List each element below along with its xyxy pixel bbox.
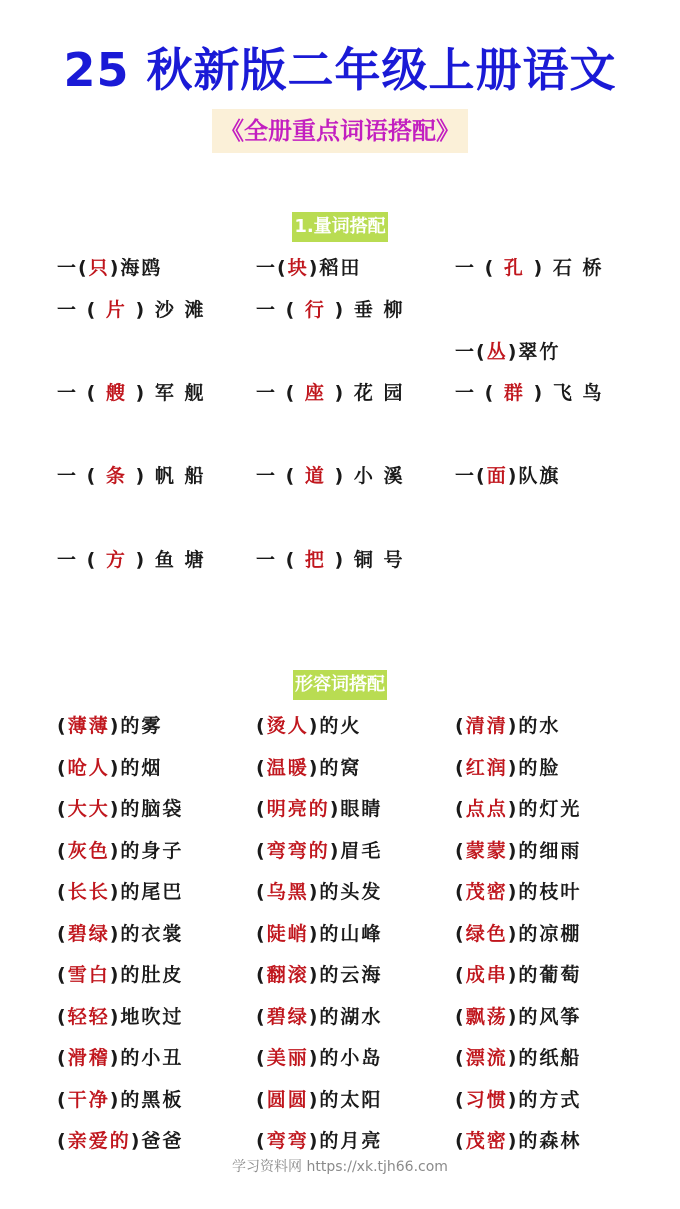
measure-word-item bbox=[256, 378, 404, 408]
bracket-open: ( bbox=[256, 798, 267, 820]
measure-word-item bbox=[455, 461, 560, 491]
bracket-open: ( bbox=[455, 757, 466, 779]
bracket-open: 一 ( bbox=[256, 549, 305, 571]
filled-word: 把 bbox=[304, 549, 326, 571]
measure-word-row bbox=[0, 337, 680, 367]
filled-word: 茂密 bbox=[465, 1130, 508, 1152]
phrase-rest: )的太阳 bbox=[308, 1089, 383, 1111]
bracket-open: ( bbox=[256, 757, 267, 779]
measure-word-item bbox=[57, 253, 162, 283]
bracket-open: ( bbox=[455, 1047, 466, 1069]
adjective-item bbox=[455, 794, 581, 824]
phrase-rest: )的雾 bbox=[109, 715, 163, 737]
measure-word-row bbox=[0, 545, 680, 575]
filled-word: 长长 bbox=[67, 881, 110, 903]
filled-word: 清清 bbox=[465, 715, 508, 737]
bracket-open: ( bbox=[57, 1089, 68, 1111]
filled-word: 亲爱的 bbox=[67, 1130, 131, 1152]
phrase-rest: ) 铜 号 bbox=[325, 549, 405, 571]
adjective-item bbox=[455, 919, 581, 949]
bracket-open: ( bbox=[455, 798, 466, 820]
phrase-rest: )稻田 bbox=[308, 257, 362, 279]
filled-word: 弯弯的 bbox=[266, 840, 330, 862]
filled-word: 座 bbox=[304, 382, 326, 404]
adjective-item bbox=[57, 919, 183, 949]
filled-word: 温暖 bbox=[266, 757, 309, 779]
filled-word: 乌黑 bbox=[266, 881, 309, 903]
bracket-open: ( bbox=[57, 881, 68, 903]
filled-word: 成串 bbox=[465, 964, 508, 986]
phrase-rest: ) 花 园 bbox=[325, 382, 405, 404]
bracket-open: ( bbox=[57, 757, 68, 779]
adjective-item bbox=[256, 877, 382, 907]
filled-word: 飘荡 bbox=[465, 1006, 508, 1028]
bracket-open: ( bbox=[256, 1130, 267, 1152]
adjective-item bbox=[455, 1126, 581, 1156]
phrase-rest: ) 军 舰 bbox=[126, 382, 206, 404]
phrase-rest: )的纸船 bbox=[507, 1047, 582, 1069]
bracket-open: ( bbox=[256, 1006, 267, 1028]
bracket-open: 一( bbox=[455, 341, 487, 363]
measure-word-item bbox=[57, 295, 205, 325]
bracket-open: 一 ( bbox=[455, 382, 504, 404]
filled-word: 红润 bbox=[465, 757, 508, 779]
filled-word: 碧绿 bbox=[266, 1006, 309, 1028]
phrase-rest: )地吹过 bbox=[109, 1006, 184, 1028]
adjective-row bbox=[0, 1085, 680, 1115]
adjective-row bbox=[0, 1126, 680, 1156]
phrase-rest: )的脸 bbox=[507, 757, 561, 779]
bracket-open: ( bbox=[57, 798, 68, 820]
phrase-rest: )的细雨 bbox=[507, 840, 582, 862]
measure-word-item bbox=[256, 545, 404, 575]
filled-word: 美丽 bbox=[266, 1047, 309, 1069]
bracket-open: ( bbox=[57, 840, 68, 862]
bracket-open: ( bbox=[256, 715, 267, 737]
adjective-row bbox=[0, 877, 680, 907]
adjective-item bbox=[256, 836, 382, 866]
phrase-rest: )的窝 bbox=[308, 757, 362, 779]
filled-word: 碧绿 bbox=[67, 923, 110, 945]
measure-word-item bbox=[455, 378, 603, 408]
adjective-item bbox=[57, 877, 183, 907]
adjective-item bbox=[57, 960, 183, 990]
adjective-item bbox=[455, 877, 581, 907]
bracket-open: ( bbox=[256, 1089, 267, 1111]
phrase-rest: )的火 bbox=[308, 715, 362, 737]
adjective-item bbox=[256, 1085, 382, 1115]
phrase-rest: )的湖水 bbox=[308, 1006, 383, 1028]
adjective-row bbox=[0, 1002, 680, 1032]
filled-word: 蒙蒙 bbox=[465, 840, 508, 862]
bracket-open: ( bbox=[455, 1006, 466, 1028]
measure-word-row bbox=[0, 461, 680, 491]
adjective-item bbox=[256, 794, 382, 824]
filled-word: 明亮的 bbox=[266, 798, 330, 820]
phrase-rest: )的小丑 bbox=[109, 1047, 184, 1069]
phrase-rest: )的肚皮 bbox=[109, 964, 184, 986]
measure-word-item bbox=[455, 337, 560, 367]
adjective-item bbox=[57, 836, 183, 866]
section-heading-adjectives: 形容词搭配 bbox=[293, 670, 387, 700]
adjective-item bbox=[57, 753, 162, 783]
bracket-open: 一 ( bbox=[57, 549, 106, 571]
adjective-row bbox=[0, 836, 680, 866]
filled-word: 干净 bbox=[67, 1089, 110, 1111]
phrase-rest: )的烟 bbox=[109, 757, 163, 779]
phrase-rest: )的身子 bbox=[109, 840, 184, 862]
bracket-open: ( bbox=[256, 840, 267, 862]
filled-word: 点点 bbox=[465, 798, 508, 820]
filled-word: 滑稽 bbox=[67, 1047, 110, 1069]
adjective-item bbox=[455, 711, 560, 741]
bracket-open: 一 ( bbox=[57, 382, 106, 404]
filled-word: 群 bbox=[503, 382, 525, 404]
adjective-item bbox=[455, 1085, 581, 1115]
filled-word: 只 bbox=[88, 257, 110, 279]
measure-word-row bbox=[0, 378, 680, 408]
bracket-open: ( bbox=[57, 923, 68, 945]
phrase-rest: )眉毛 bbox=[329, 840, 383, 862]
bracket-open: ( bbox=[256, 923, 267, 945]
phrase-rest: ) 飞 鸟 bbox=[524, 382, 604, 404]
filled-word: 雪白 bbox=[67, 964, 110, 986]
filled-word: 条 bbox=[105, 465, 127, 487]
measure-word-row bbox=[0, 253, 680, 283]
filled-word: 片 bbox=[105, 299, 127, 321]
bracket-open: 一( bbox=[57, 257, 89, 279]
adjective-item bbox=[256, 711, 361, 741]
phrase-rest: )的衣裳 bbox=[109, 923, 184, 945]
bracket-open: ( bbox=[57, 1006, 68, 1028]
measure-word-item bbox=[455, 253, 603, 283]
adjective-item bbox=[256, 1126, 382, 1156]
phrase-rest: )眼睛 bbox=[329, 798, 383, 820]
adjective-row bbox=[0, 753, 680, 783]
page-title: 25 秋新版二年级上册语文 bbox=[63, 43, 617, 97]
section-heading-measure-words: 1.量词搭配 bbox=[292, 212, 387, 242]
phrase-rest: )的水 bbox=[507, 715, 561, 737]
adjective-row bbox=[0, 711, 680, 741]
phrase-rest: )的山峰 bbox=[308, 923, 383, 945]
bracket-open: ( bbox=[57, 1047, 68, 1069]
bracket-open: 一 ( bbox=[256, 299, 305, 321]
bracket-open: ( bbox=[455, 964, 466, 986]
phrase-rest: )的月亮 bbox=[308, 1130, 383, 1152]
filled-word: 方 bbox=[105, 549, 127, 571]
phrase-rest: )队旗 bbox=[507, 465, 561, 487]
filled-word: 呛人 bbox=[67, 757, 110, 779]
phrase-rest: )的尾巴 bbox=[109, 881, 184, 903]
measure-word-item bbox=[57, 545, 205, 575]
adjective-row bbox=[0, 794, 680, 824]
bracket-open: 一 ( bbox=[256, 465, 305, 487]
bracket-open: ( bbox=[57, 1130, 68, 1152]
phrase-rest: )的头发 bbox=[308, 881, 383, 903]
adjective-item bbox=[57, 1126, 183, 1156]
measure-word-row bbox=[0, 295, 680, 325]
adjective-item bbox=[256, 919, 382, 949]
adjective-item bbox=[256, 1002, 382, 1032]
filled-word: 弯弯 bbox=[266, 1130, 309, 1152]
adjective-item bbox=[455, 753, 560, 783]
phrase-rest: ) 垂 柳 bbox=[325, 299, 405, 321]
bracket-open: 一 ( bbox=[455, 257, 504, 279]
filled-word: 道 bbox=[304, 465, 326, 487]
filled-word: 绿色 bbox=[465, 923, 508, 945]
phrase-rest: )的云海 bbox=[308, 964, 383, 986]
filled-word: 丛 bbox=[486, 341, 508, 363]
measure-word-item bbox=[256, 295, 404, 325]
phrase-rest: ) 鱼 塘 bbox=[126, 549, 206, 571]
phrase-rest: )翠竹 bbox=[507, 341, 561, 363]
bracket-open: ( bbox=[57, 715, 68, 737]
adjective-item bbox=[57, 1002, 183, 1032]
filled-word: 陡峭 bbox=[266, 923, 309, 945]
phrase-rest: ) 石 桥 bbox=[524, 257, 604, 279]
phrase-rest: )的凉棚 bbox=[507, 923, 582, 945]
bracket-open: ( bbox=[455, 881, 466, 903]
filled-word: 面 bbox=[486, 465, 508, 487]
phrase-rest: ) 帆 船 bbox=[126, 465, 206, 487]
adjective-item bbox=[57, 1043, 183, 1073]
adjective-item bbox=[455, 1002, 581, 1032]
bracket-open: 一 ( bbox=[256, 382, 305, 404]
bracket-open: ( bbox=[256, 881, 267, 903]
bracket-open: ( bbox=[455, 923, 466, 945]
phrase-rest: )的枝叶 bbox=[507, 881, 582, 903]
phrase-rest: )的脑袋 bbox=[109, 798, 184, 820]
adjective-row bbox=[0, 960, 680, 990]
phrase-rest: )的森林 bbox=[507, 1130, 582, 1152]
filled-word: 圆圆 bbox=[266, 1089, 309, 1111]
filled-word: 漂流 bbox=[465, 1047, 508, 1069]
bracket-open: ( bbox=[256, 1047, 267, 1069]
adjective-item bbox=[455, 1043, 581, 1073]
filled-word: 翻滚 bbox=[266, 964, 309, 986]
phrase-rest: ) 小 溪 bbox=[325, 465, 405, 487]
page-subtitle: 《全册重点词语搭配》 bbox=[212, 109, 468, 153]
bracket-open: ( bbox=[455, 715, 466, 737]
measure-word-item bbox=[57, 378, 205, 408]
adjective-item bbox=[57, 711, 162, 741]
filled-word: 艘 bbox=[105, 382, 127, 404]
adjective-item bbox=[57, 794, 183, 824]
phrase-rest: )的风筝 bbox=[507, 1006, 582, 1028]
adjective-item bbox=[256, 1043, 382, 1073]
phrase-rest: )的葡萄 bbox=[507, 964, 582, 986]
bracket-open: 一( bbox=[256, 257, 288, 279]
filled-word: 行 bbox=[304, 299, 326, 321]
filled-word: 茂密 bbox=[465, 881, 508, 903]
phrase-rest: ) 沙 滩 bbox=[126, 299, 206, 321]
phrase-rest: )的灯光 bbox=[507, 798, 582, 820]
phrase-rest: )的方式 bbox=[507, 1089, 582, 1111]
filled-word: 习惯 bbox=[465, 1089, 508, 1111]
measure-word-item bbox=[57, 461, 205, 491]
phrase-rest: )海鸥 bbox=[109, 257, 163, 279]
filled-word: 大大 bbox=[67, 798, 110, 820]
phrase-rest: )爸爸 bbox=[130, 1130, 184, 1152]
phrase-rest: )的黑板 bbox=[109, 1089, 184, 1111]
filled-word: 灰色 bbox=[67, 840, 110, 862]
bracket-open: ( bbox=[455, 840, 466, 862]
adjective-row bbox=[0, 1043, 680, 1073]
measure-word-item bbox=[256, 461, 404, 491]
bracket-open: ( bbox=[256, 964, 267, 986]
footer-watermark: 学习资料网 https://xk.tjh66.com bbox=[232, 1159, 448, 1175]
adjective-item bbox=[455, 836, 581, 866]
adjective-item bbox=[455, 960, 581, 990]
phrase-rest: )的小岛 bbox=[308, 1047, 383, 1069]
adjective-item bbox=[57, 1085, 183, 1115]
adjective-item bbox=[256, 960, 382, 990]
filled-word: 孔 bbox=[503, 257, 525, 279]
bracket-open: 一 ( bbox=[57, 465, 106, 487]
bracket-open: ( bbox=[455, 1130, 466, 1152]
filled-word: 轻轻 bbox=[67, 1006, 110, 1028]
filled-word: 薄薄 bbox=[67, 715, 110, 737]
adjective-row bbox=[0, 919, 680, 949]
adjective-item bbox=[256, 753, 361, 783]
bracket-open: 一 ( bbox=[57, 299, 106, 321]
bracket-open: 一( bbox=[455, 465, 487, 487]
measure-word-item bbox=[256, 253, 361, 283]
bracket-open: ( bbox=[57, 964, 68, 986]
filled-word: 块 bbox=[287, 257, 309, 279]
bracket-open: ( bbox=[455, 1089, 466, 1111]
filled-word: 烫人 bbox=[266, 715, 309, 737]
